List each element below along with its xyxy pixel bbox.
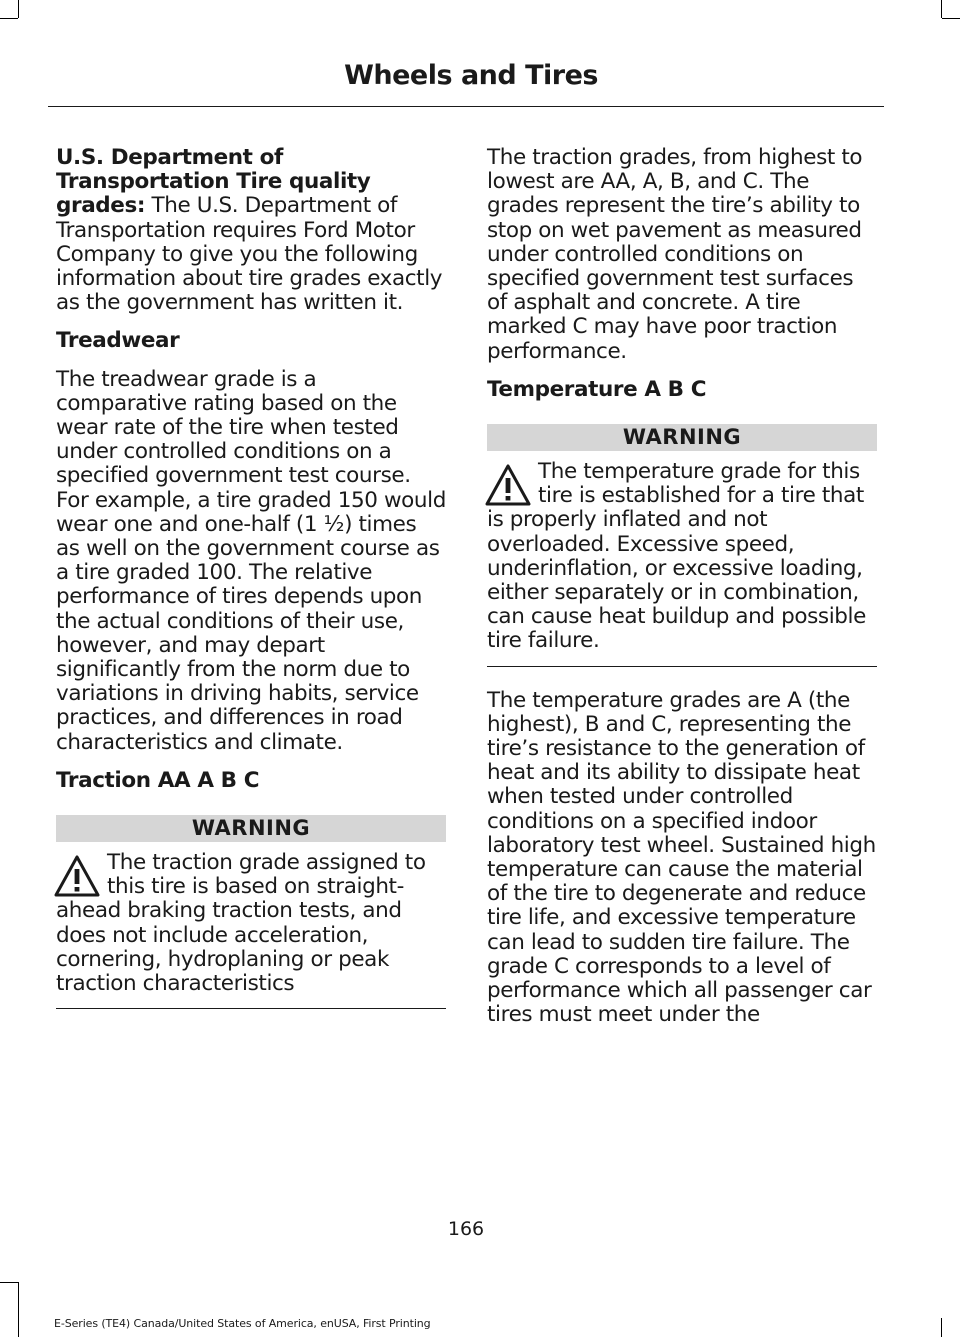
temperature-paragraph: The temperature grades are A (the highest), B and C, representing the tire’s resistance to the generation of heat and its ability to dissipate heat when tested under controlled conditions on a specified indoor laboratory test wheel. Sustained high temperature can cause the material of the tire to degenerate and reduce tire life, and excessive temperature can lead to sudden tire failure. The grade C corresponds to a level of performance which all passenger car tires must meet under the xyxy=(487,687,876,1028)
intro-lead: U.S. Department of Transportation Tire quality grades: xyxy=(56,145,371,219)
crop-mark xyxy=(0,18,18,19)
crop-mark xyxy=(941,1318,942,1337)
warning-banner: WARNING xyxy=(56,815,446,842)
crop-mark xyxy=(18,1282,19,1337)
intro-text: The U.S. Department of Transportation requires Ford Motor Company to give you the following information about tire grades exactly as the government has written it. xyxy=(56,193,443,316)
temperature-warning xyxy=(487,460,877,654)
header-divider xyxy=(48,106,884,107)
right-column xyxy=(487,146,877,1042)
footer-text: E-Series (TE4) Canada/United States of America, enUSA, First Printing xyxy=(54,1317,431,1330)
warning-divider xyxy=(56,1008,446,1009)
crop-mark xyxy=(0,1282,18,1283)
warning-triangle-icon xyxy=(484,463,532,507)
left-column xyxy=(56,146,446,1031)
warning-divider xyxy=(487,666,877,667)
traction-warning-text: The traction grade assigned to this tire is based on straight-ahead braking traction tests, and does not include acceleration, cornering, hydroplaning or peak traction characteristics xyxy=(56,850,426,997)
warning-banner: WARNING xyxy=(487,424,877,451)
crop-mark xyxy=(942,18,960,19)
temperature-warning-text: The temperature grade for this tire is established for a tire that is properly inflated and not overloaded. Excessive speed, underinflation, or excessive loading, either separately or in combination, can cause heat buildup and possible tire failure. xyxy=(487,459,866,654)
temperature-heading: Temperature A B C xyxy=(487,376,707,402)
treadwear-paragraph: The treadwear grade is a comparative rating based on the wear rate of the tire when tested under controlled conditions on a specified government test course. For example, a tire graded 150 would wear one and one-half (1 ½) times as well on the government course as a tire graded 100. The relative performance of tires depends upon the actual conditions of their use, however, and may depart significantly from the norm due to variations in driving habits, service practices, and differences in road characteristics and climate. xyxy=(56,366,446,755)
intro-paragraph xyxy=(56,146,446,315)
page-title: Wheels and Tires xyxy=(344,60,598,91)
warning-triangle-icon xyxy=(53,854,101,898)
crop-mark xyxy=(18,0,19,18)
traction-heading: Traction AA A B C xyxy=(56,767,260,793)
treadwear-heading: Treadwear xyxy=(56,328,180,354)
crop-mark xyxy=(941,0,942,18)
traction-warning xyxy=(56,851,446,996)
traction-paragraph: The traction grades, from highest to lowest are AA, A, B, and C. The grades represent the tire’s ability to stop on wet pavement as measured under controlled conditions on specified government test surfaces of asphalt and concrete. A tire marked C may have poor traction performance. xyxy=(487,145,863,364)
page-number: 166 xyxy=(447,1218,485,1240)
